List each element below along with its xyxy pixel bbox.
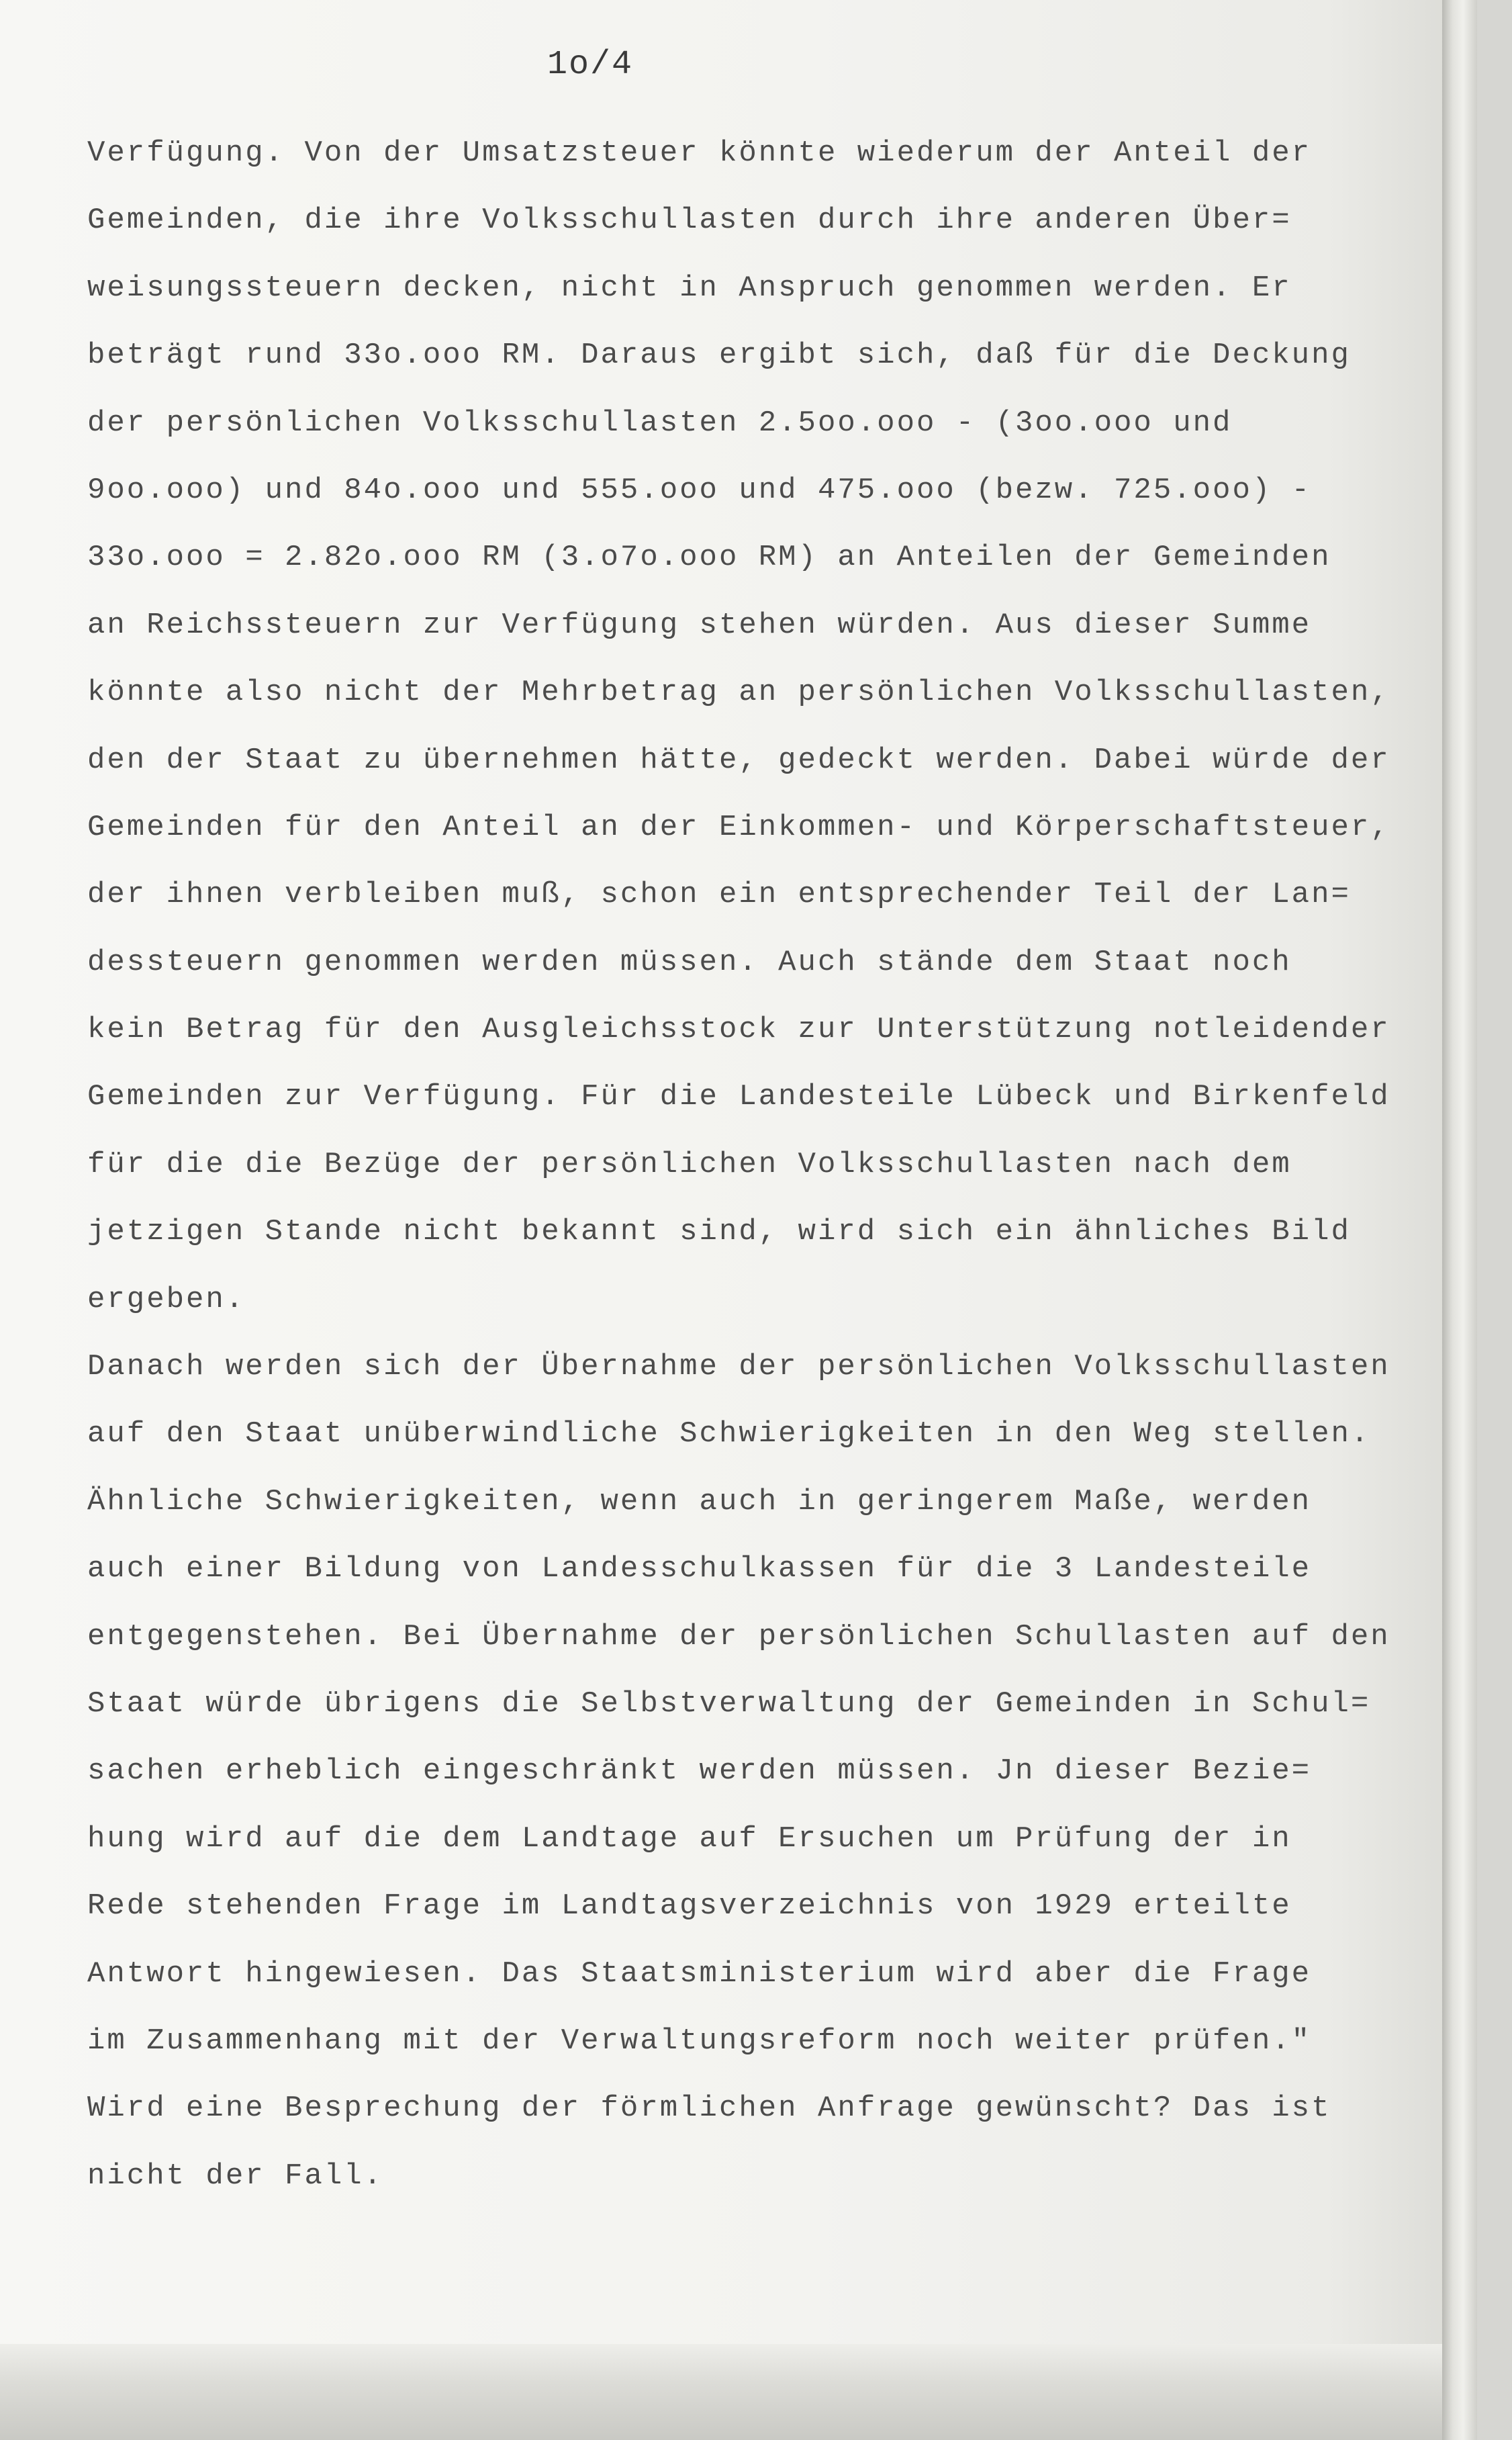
text-line: entgegenstehen. Bei Übernahme der persönlichen Schullasten auf den — [87, 1619, 1390, 1654]
text-line: sachen erheblich eingeschränkt werden müssen. Jn dieser Bezie= — [87, 1754, 1312, 1789]
text-line: auf den Staat unüberwindliche Schwierigkeiten in den Weg stellen. — [87, 1417, 1371, 1451]
text-line: kein Betrag für den Ausgleichsstock zur Unterstützung notleidender — [87, 1013, 1390, 1047]
text-line: im Zusammenhang mit der Verwaltungsreform noch weiter prüfen." — [87, 2024, 1312, 2058]
text-line: beträgt rund 33o.ooo RM. Daraus ergibt sich, daß für die Deckung — [87, 338, 1351, 373]
text-line: Verfügung. Von der Umsatzsteuer könnte wiederum der Anteil der — [87, 136, 1312, 170]
text-line: den der Staat zu übernehmen hätte, gedeckt werden. Dabei würde der — [87, 743, 1390, 777]
text-line: Staat würde übrigens die Selbstverwaltung der Gemeinden in Schul= — [87, 1686, 1371, 1721]
text-line: Wird eine Besprechung der förmlichen Anfrage gewünscht? Das ist — [87, 2091, 1331, 2126]
text-line: der persönlichen Volksschullasten 2.5oo.ooo - (3oo.ooo und — [87, 406, 1233, 440]
text-line: Gemeinden für den Anteil an der Einkommen- und Körperschaftsteuer, — [87, 810, 1390, 844]
text-line: dessteuern genommen werden müssen. Auch stände dem Staat noch — [87, 945, 1292, 979]
text-line: Ähnliche Schwierigkeiten, wenn auch in geringerem Maße, werden — [87, 1484, 1312, 1519]
text-line: könnte also nicht der Mehrbetrag an persönlichen Volksschullasten, — [87, 676, 1390, 710]
text-line: Rede stehenden Frage im Landtagsverzeichnis von 1929 erteilte — [87, 1889, 1292, 1924]
text-line: Gemeinden zur Verfügung. Für die Landesteile Lübeck und Birkenfeld — [87, 1080, 1390, 1114]
text-line: Gemeinden, die ihre Volksschullasten durch ihre anderen Über= — [87, 204, 1292, 238]
text-line: nicht der Fall. — [87, 2159, 384, 2193]
text-line: 33o.ooo = 2.82o.ooo RM (3.o7o.ooo RM) an Anteilen der Gemeinden — [87, 541, 1331, 575]
text-line: ergeben. — [87, 1282, 246, 1316]
text-line: für die die Bezüge der persönlichen Volksschullasten nach dem — [87, 1147, 1292, 1181]
text-line: jetzigen Stande nicht bekannt sind, wird sich ein ähnliches Bild — [87, 1215, 1351, 1249]
page-number: 1o/4 — [547, 46, 634, 84]
text-line: der ihnen verbleiben muß, schon ein entsprechender Teil der Lan= — [87, 878, 1351, 912]
page-right-edge — [1442, 0, 1477, 2440]
text-line: an Reichssteuern zur Verfügung stehen würden. Aus dieser Summe — [87, 608, 1312, 642]
document-body — [87, 120, 1477, 2210]
text-line: auch einer Bildung von Landesschulkassen für die 3 Landesteile — [87, 1552, 1312, 1586]
text-line: weisungssteuern decken, nicht in Anspruch genommen werden. Er — [87, 271, 1292, 305]
page-bottom-fold — [0, 2344, 1477, 2440]
text-line: Danach werden sich der Übernahme der persönlichen Volksschullasten — [87, 1350, 1390, 1384]
text-line: hung wird auf die dem Landtage auf Ersuchen um Prüfung der in — [87, 1821, 1292, 1856]
text-line: 9oo.ooo) und 84o.ooo und 555.ooo und 475.ooo (bezw. 725.ooo) - — [87, 473, 1312, 507]
text-line: Antwort hingewiesen. Das Staatsministerium wird aber die Frage — [87, 1956, 1312, 1991]
